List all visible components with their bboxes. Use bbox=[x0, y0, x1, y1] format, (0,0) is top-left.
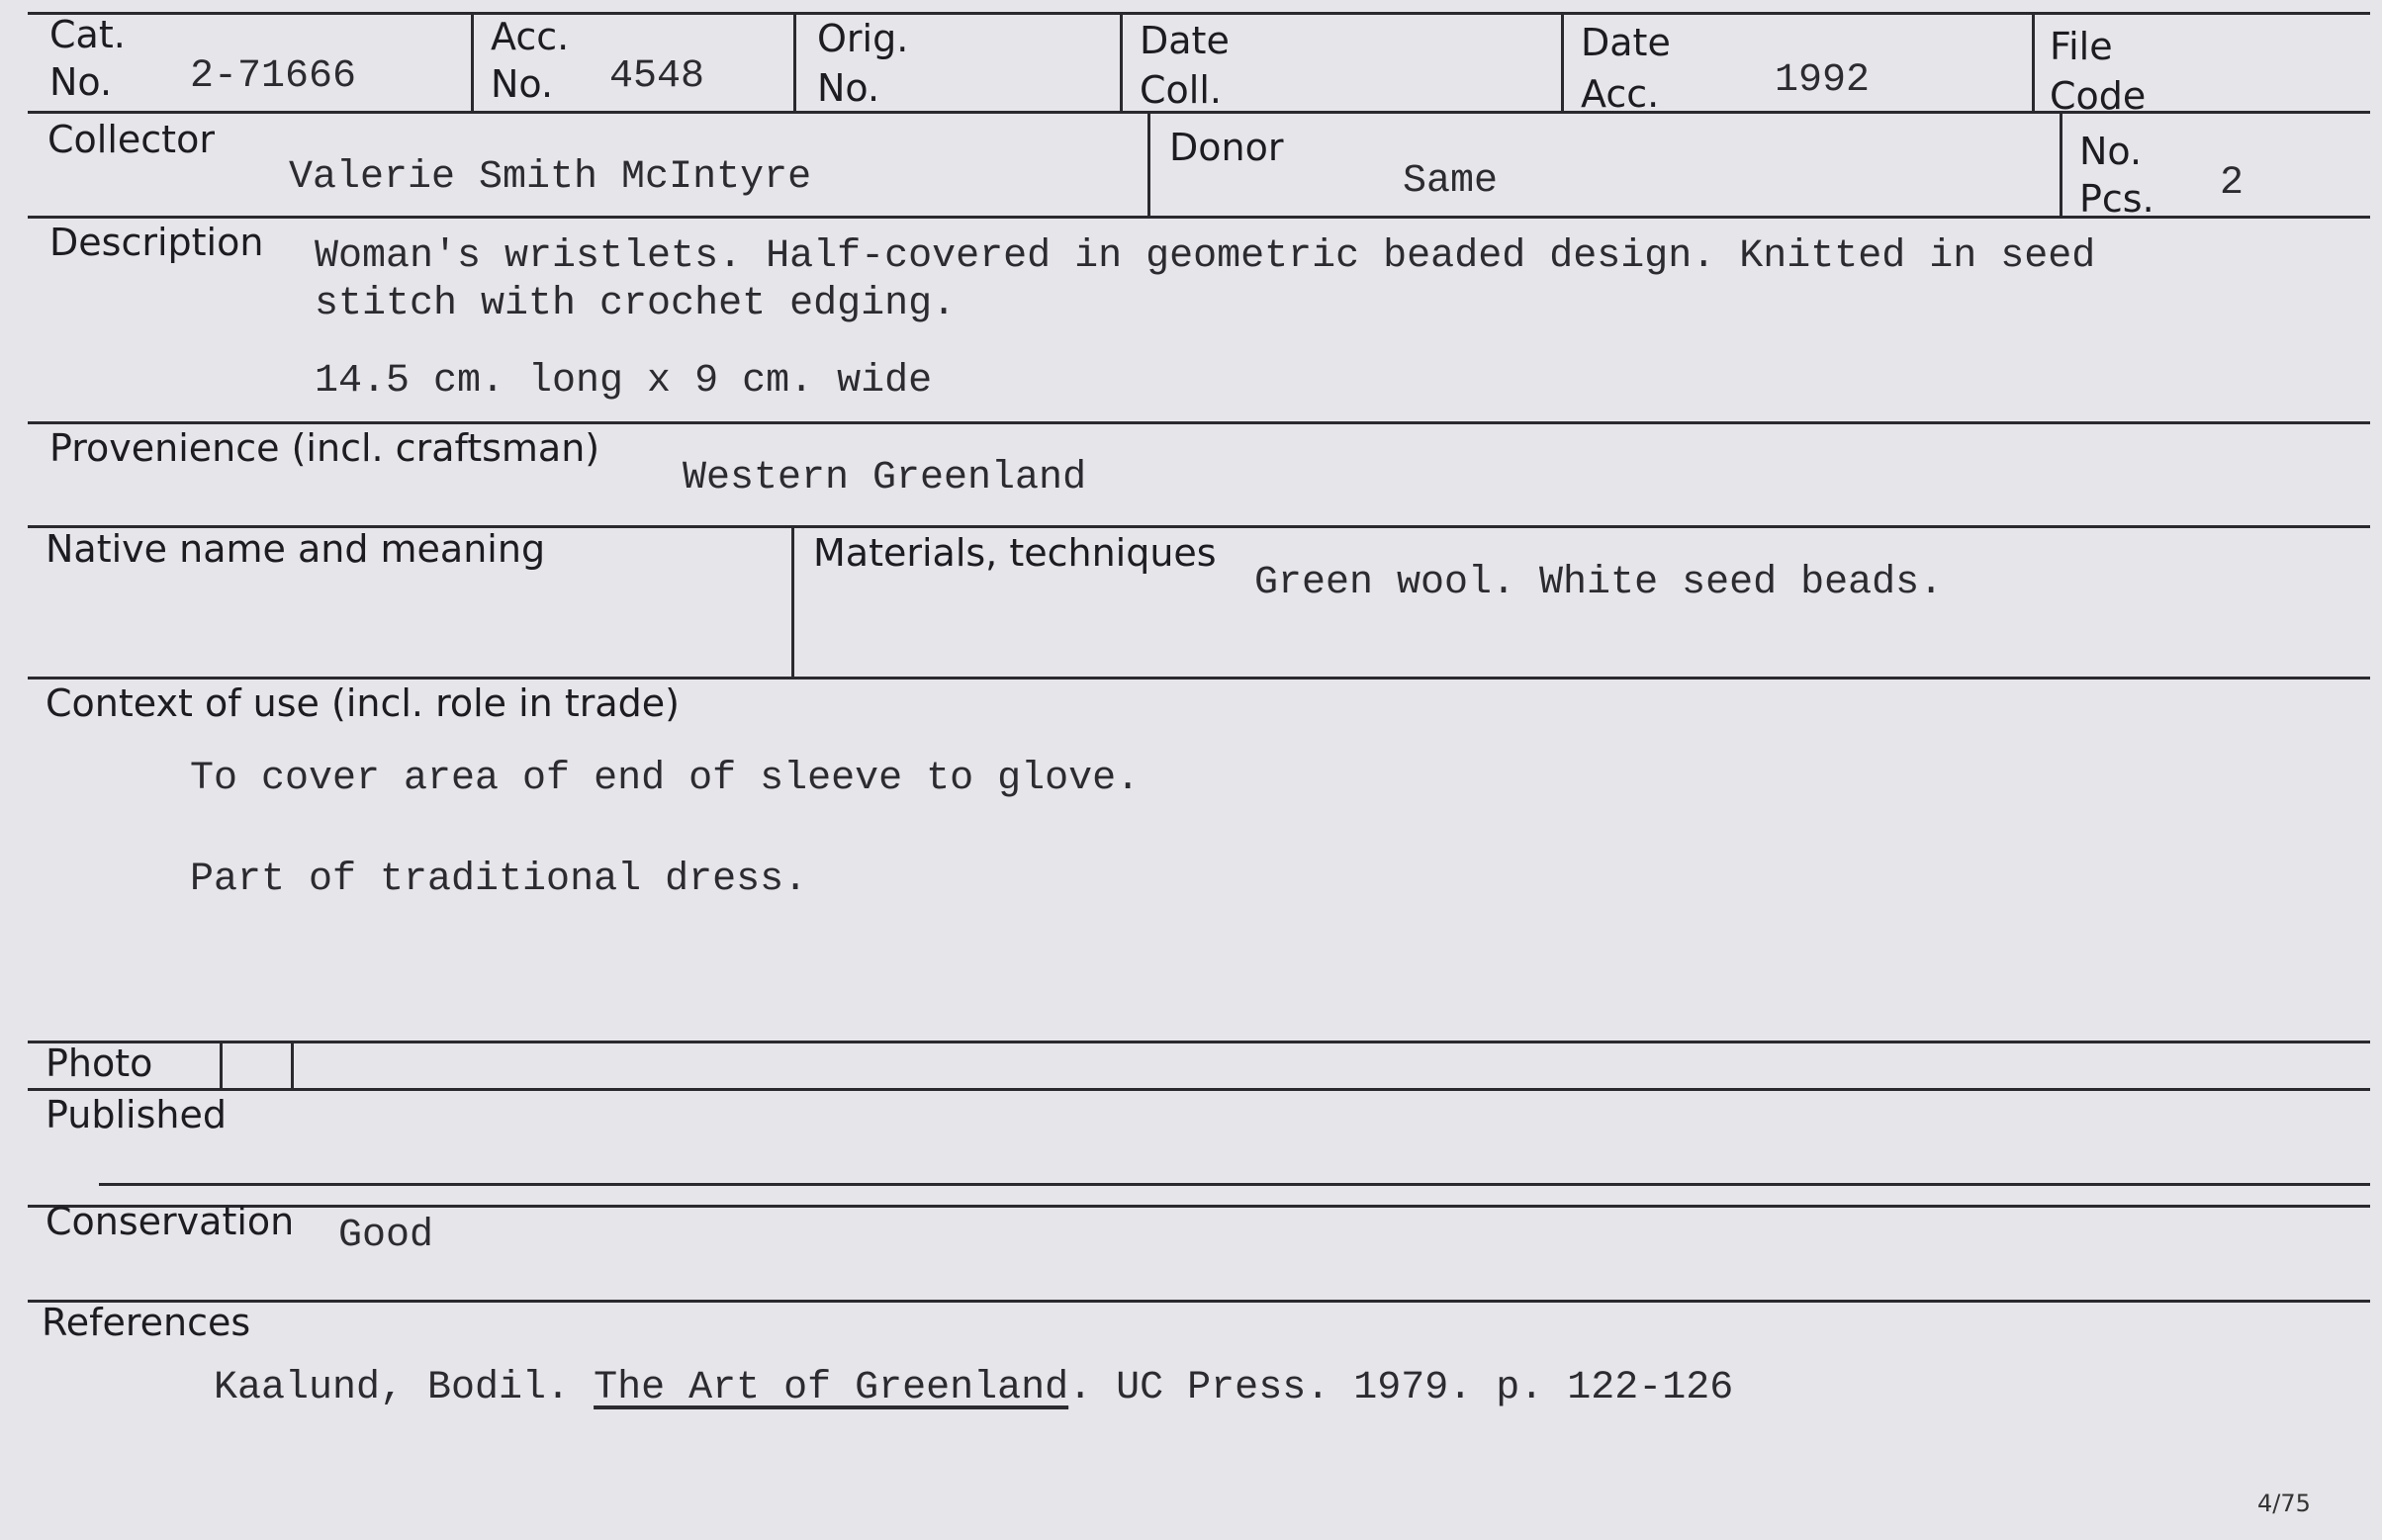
reference-entry bbox=[214, 1365, 1733, 1412]
rule-references-top bbox=[28, 1300, 2370, 1303]
rule-collector-bottom bbox=[28, 216, 2370, 219]
divider-cat-acc bbox=[471, 12, 474, 113]
photo-label: Photo bbox=[46, 1042, 153, 1085]
conservation-value: Good bbox=[338, 1214, 434, 1258]
divider-orig-datecoll bbox=[1120, 12, 1123, 113]
materials-label: Materials, techniques bbox=[813, 531, 1217, 575]
collector-value: Valerie Smith McIntyre bbox=[289, 155, 812, 200]
description-dimensions: 14.5 cm. long x 9 cm. wide bbox=[315, 359, 933, 404]
cat-label: Cat. bbox=[49, 13, 126, 56]
pcs-label: Pcs. bbox=[2079, 177, 2154, 221]
reference-title: The Art of Greenland bbox=[594, 1366, 1069, 1410]
rule-photo-bottom bbox=[28, 1088, 2370, 1091]
context-label: Context of use (incl. role in trade) bbox=[46, 681, 680, 725]
provenience-value: Western Greenland bbox=[683, 456, 1087, 500]
rule-published-line bbox=[99, 1183, 2370, 1186]
acc-date-label: Acc. bbox=[1581, 72, 1660, 116]
divider-dateacc-file bbox=[2032, 12, 2035, 113]
acc-label: Acc. bbox=[491, 15, 570, 58]
code-label: Code bbox=[2050, 74, 2147, 118]
pcs-value: 2 bbox=[2220, 161, 2245, 206]
references-label: References bbox=[42, 1301, 251, 1344]
donor-label: Donor bbox=[1169, 126, 1284, 169]
divider-acc-orig bbox=[793, 12, 796, 113]
orig-no-label: No. bbox=[817, 66, 880, 110]
no-label: No. bbox=[2079, 130, 2143, 173]
rule-description-bottom bbox=[28, 421, 2370, 424]
cat-no-value: 2-71666 bbox=[190, 54, 357, 99]
date-acc-value: 1992 bbox=[1775, 58, 1871, 103]
provenience-label: Provenience (incl. craftsman) bbox=[49, 426, 600, 470]
context-line-2: Part of traditional dress. bbox=[190, 858, 808, 902]
file-label: File bbox=[2050, 25, 2113, 68]
materials-value: Green wool. White seed beads. bbox=[1254, 561, 1944, 605]
reference-author: Kaalund, Bodil. bbox=[214, 1366, 571, 1410]
rule-materials-bottom bbox=[28, 677, 2370, 679]
photo-box-left bbox=[220, 1041, 223, 1090]
description-line-1: Woman's wristlets. Half-covered in geometric beaded design. Knitted in seed bbox=[315, 234, 2096, 279]
orig-label: Orig. bbox=[817, 17, 909, 60]
coll-label: Coll. bbox=[1140, 68, 1222, 112]
rule-photo-top bbox=[28, 1041, 2370, 1043]
rule-conservation-top bbox=[28, 1205, 2370, 1208]
divider-native-materials bbox=[791, 525, 794, 679]
date-coll-label: Date bbox=[1140, 19, 1230, 62]
cat-no-label: No. bbox=[49, 60, 113, 104]
divider-collector-donor bbox=[1147, 111, 1150, 218]
divider-datecoll-dateacc bbox=[1561, 12, 1564, 113]
divider-donor-pcs bbox=[2060, 111, 2062, 218]
acc-no-label: No. bbox=[491, 62, 554, 106]
reference-details: . UC Press. 1979. p. 122-126 bbox=[1068, 1366, 1734, 1410]
collector-label: Collector bbox=[47, 118, 215, 161]
form-code: 4/75 bbox=[2257, 1490, 2311, 1517]
published-label: Published bbox=[46, 1093, 227, 1136]
native-name-label: Native name and meaning bbox=[46, 527, 546, 571]
acc-no-value: 4548 bbox=[609, 54, 705, 99]
context-line-1: To cover area of end of sleeve to glove. bbox=[190, 757, 1141, 801]
photo-box-right bbox=[291, 1041, 294, 1090]
donor-value: Same bbox=[1403, 159, 1499, 204]
date-acc-label: Date bbox=[1581, 21, 1671, 64]
rule-top bbox=[28, 12, 2370, 15]
description-label: Description bbox=[49, 221, 264, 264]
conservation-label: Conservation bbox=[46, 1200, 295, 1243]
description-line-2: stitch with crochet edging. bbox=[315, 282, 957, 326]
